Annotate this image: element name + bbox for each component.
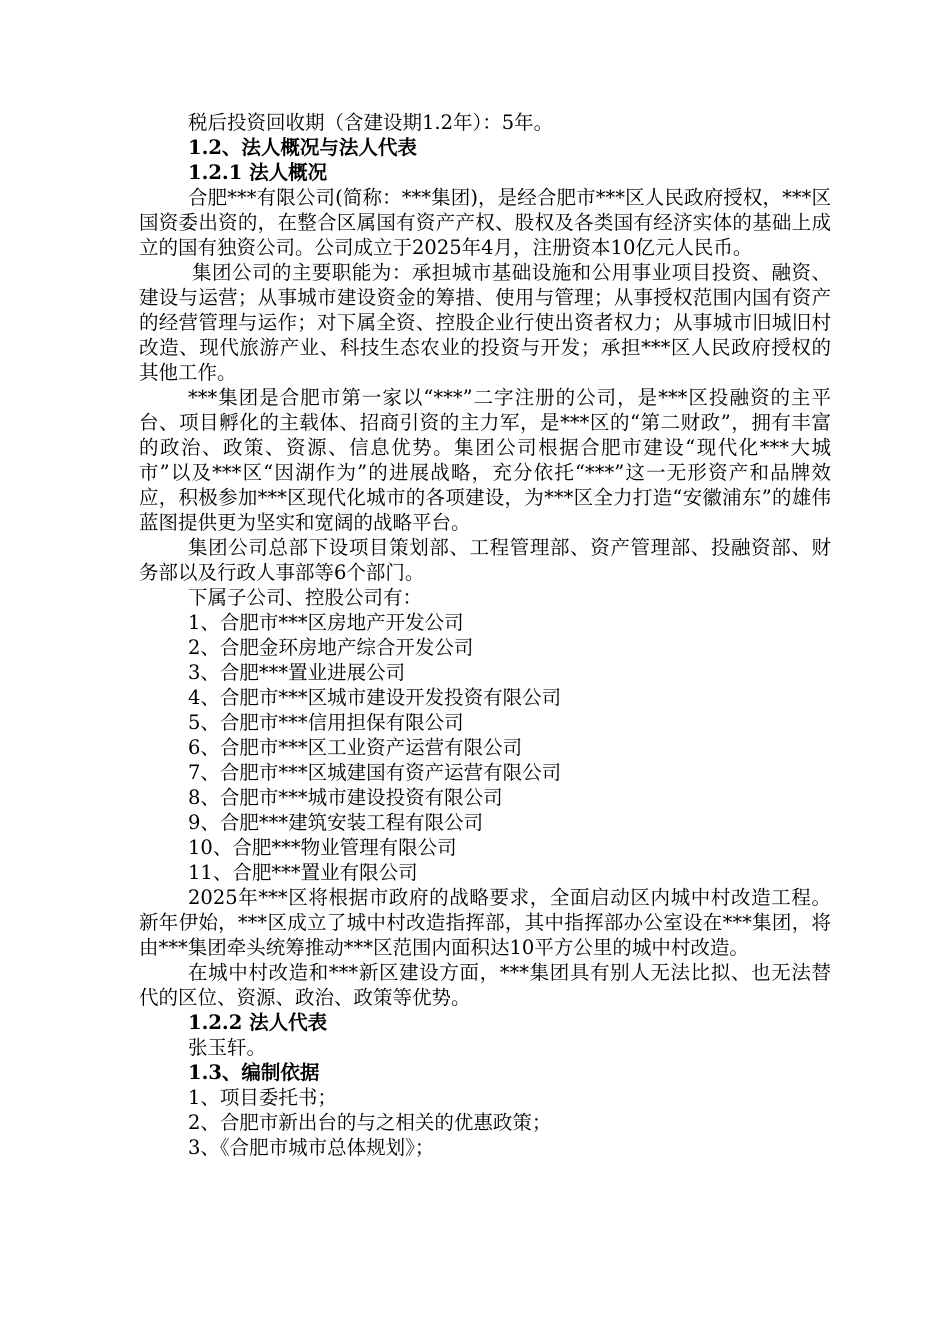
functions-paragraph: 集团公司的主要职能为：承担城市基础设施和公用事业项目投资、融资、建设与运营；从事城市建设资金的筹措、使用与管理；从事授权范围内国有资产的经营管理与运作；对下属全资、控股企业行使出资者权力；从事城市旧城旧村改造、现代旅游产业、科技生态农业的投资与开发；承担***区人民政府授权的其他工作。 — [139, 261, 831, 384]
list-item: 10、合肥***物业管理有限公司 — [188, 836, 457, 859]
payback-paragraph: 税后投资回收期（含建设期1.2年）：5年。 — [188, 111, 554, 134]
village-advantage-paragraph: 在城中村改造和***新区建设方面，***集团具有别人无法比拟、也无法替代的区位、资源、政治、政策等优势。 — [139, 961, 831, 1009]
heading-1-2: 1.2、法人概况与法人代表 — [188, 136, 417, 159]
heading-1-2-1: 1.2.1 法人概况 — [188, 161, 328, 184]
subsidiaries-intro: 下属子公司、控股公司有： — [188, 586, 423, 609]
list-item: 4、合肥市***区城市建设开发投资有限公司 — [188, 686, 562, 709]
subsidiaries-list — [139, 610, 831, 885]
heading-1-3: 1.3、编制依据 — [188, 1061, 320, 1084]
list-item: 1、项目委托书； — [188, 1086, 337, 1109]
heading-1-2-2: 1.2.2 法人代表 — [188, 1011, 328, 1034]
platform-paragraph: ***集团是合肥市第一家以“***”二字注册的公司，是***区投融资的主平台、项目孵化的主载体、招商引资的主力军，是***区的“第二财政”，拥有丰富的政治、政策、资源、信息优势。集团公司根据合肥市建设“现代化***大城市”以及***区“因湖作为”的进展战略，充分依托“***”这一无形资产和品牌效应，积极参加***区现代化城市的各项建设，为***区全力打造“安徽浦东”的雄伟蓝图提供更为坚实和宽阔的战略平台。 — [139, 386, 831, 534]
list-item: 1、合肥市***区房地产开发公司 — [188, 611, 464, 634]
list-item: 9、合肥***建筑安装工程有限公司 — [188, 811, 484, 834]
list-item: 6、合肥市***区工业资产运营有限公司 — [188, 736, 523, 759]
list-item: 8、合肥市***城市建设投资有限公司 — [188, 786, 503, 809]
list-item: 3、《合肥市城市总体规划》； — [188, 1136, 435, 1159]
list-item: 7、合肥市***区城建国有资产运营有限公司 — [188, 761, 562, 784]
list-item: 11、合肥***置业有限公司 — [188, 861, 418, 884]
list-item: 2、合肥市新出台的与之相关的优惠政策； — [188, 1111, 552, 1134]
list-item: 2、合肥金环房地产综合开发公司 — [188, 636, 474, 659]
list-item: 5、合肥市***信用担保有限公司 — [188, 711, 464, 734]
list-item: 3、合肥***置业进展公司 — [188, 661, 406, 684]
departments-paragraph: 集团公司总部下设项目策划部、工程管理部、资产管理部、投融资部、财务部以及行政人事部等6个部门。 — [139, 536, 831, 584]
document-body — [139, 110, 831, 1160]
village-2025-paragraph: 2025年***区将根据市政府的战略要求，全面启动区内城中村改造工程。新年伊始，***区成立了城中村改造指挥部，其中指挥部办公室设在***集团，将由***集团牵头统筹推动***区范围内面积达10平方公里的城中村改造。 — [139, 886, 831, 959]
basis-list — [139, 1085, 831, 1160]
intro-paragraph: 合肥***有限公司(简称：***集团)，是经合肥市***区人民政府授权，***区国资委出资的，在整合区属国有资产产权、股权及各类国有经济实体的基础上成立的国有独资公司。公司成立于2025年4月，注册资本10亿元人民币。 — [139, 186, 831, 259]
legal-rep-paragraph: 张玉轩。 — [188, 1036, 267, 1059]
